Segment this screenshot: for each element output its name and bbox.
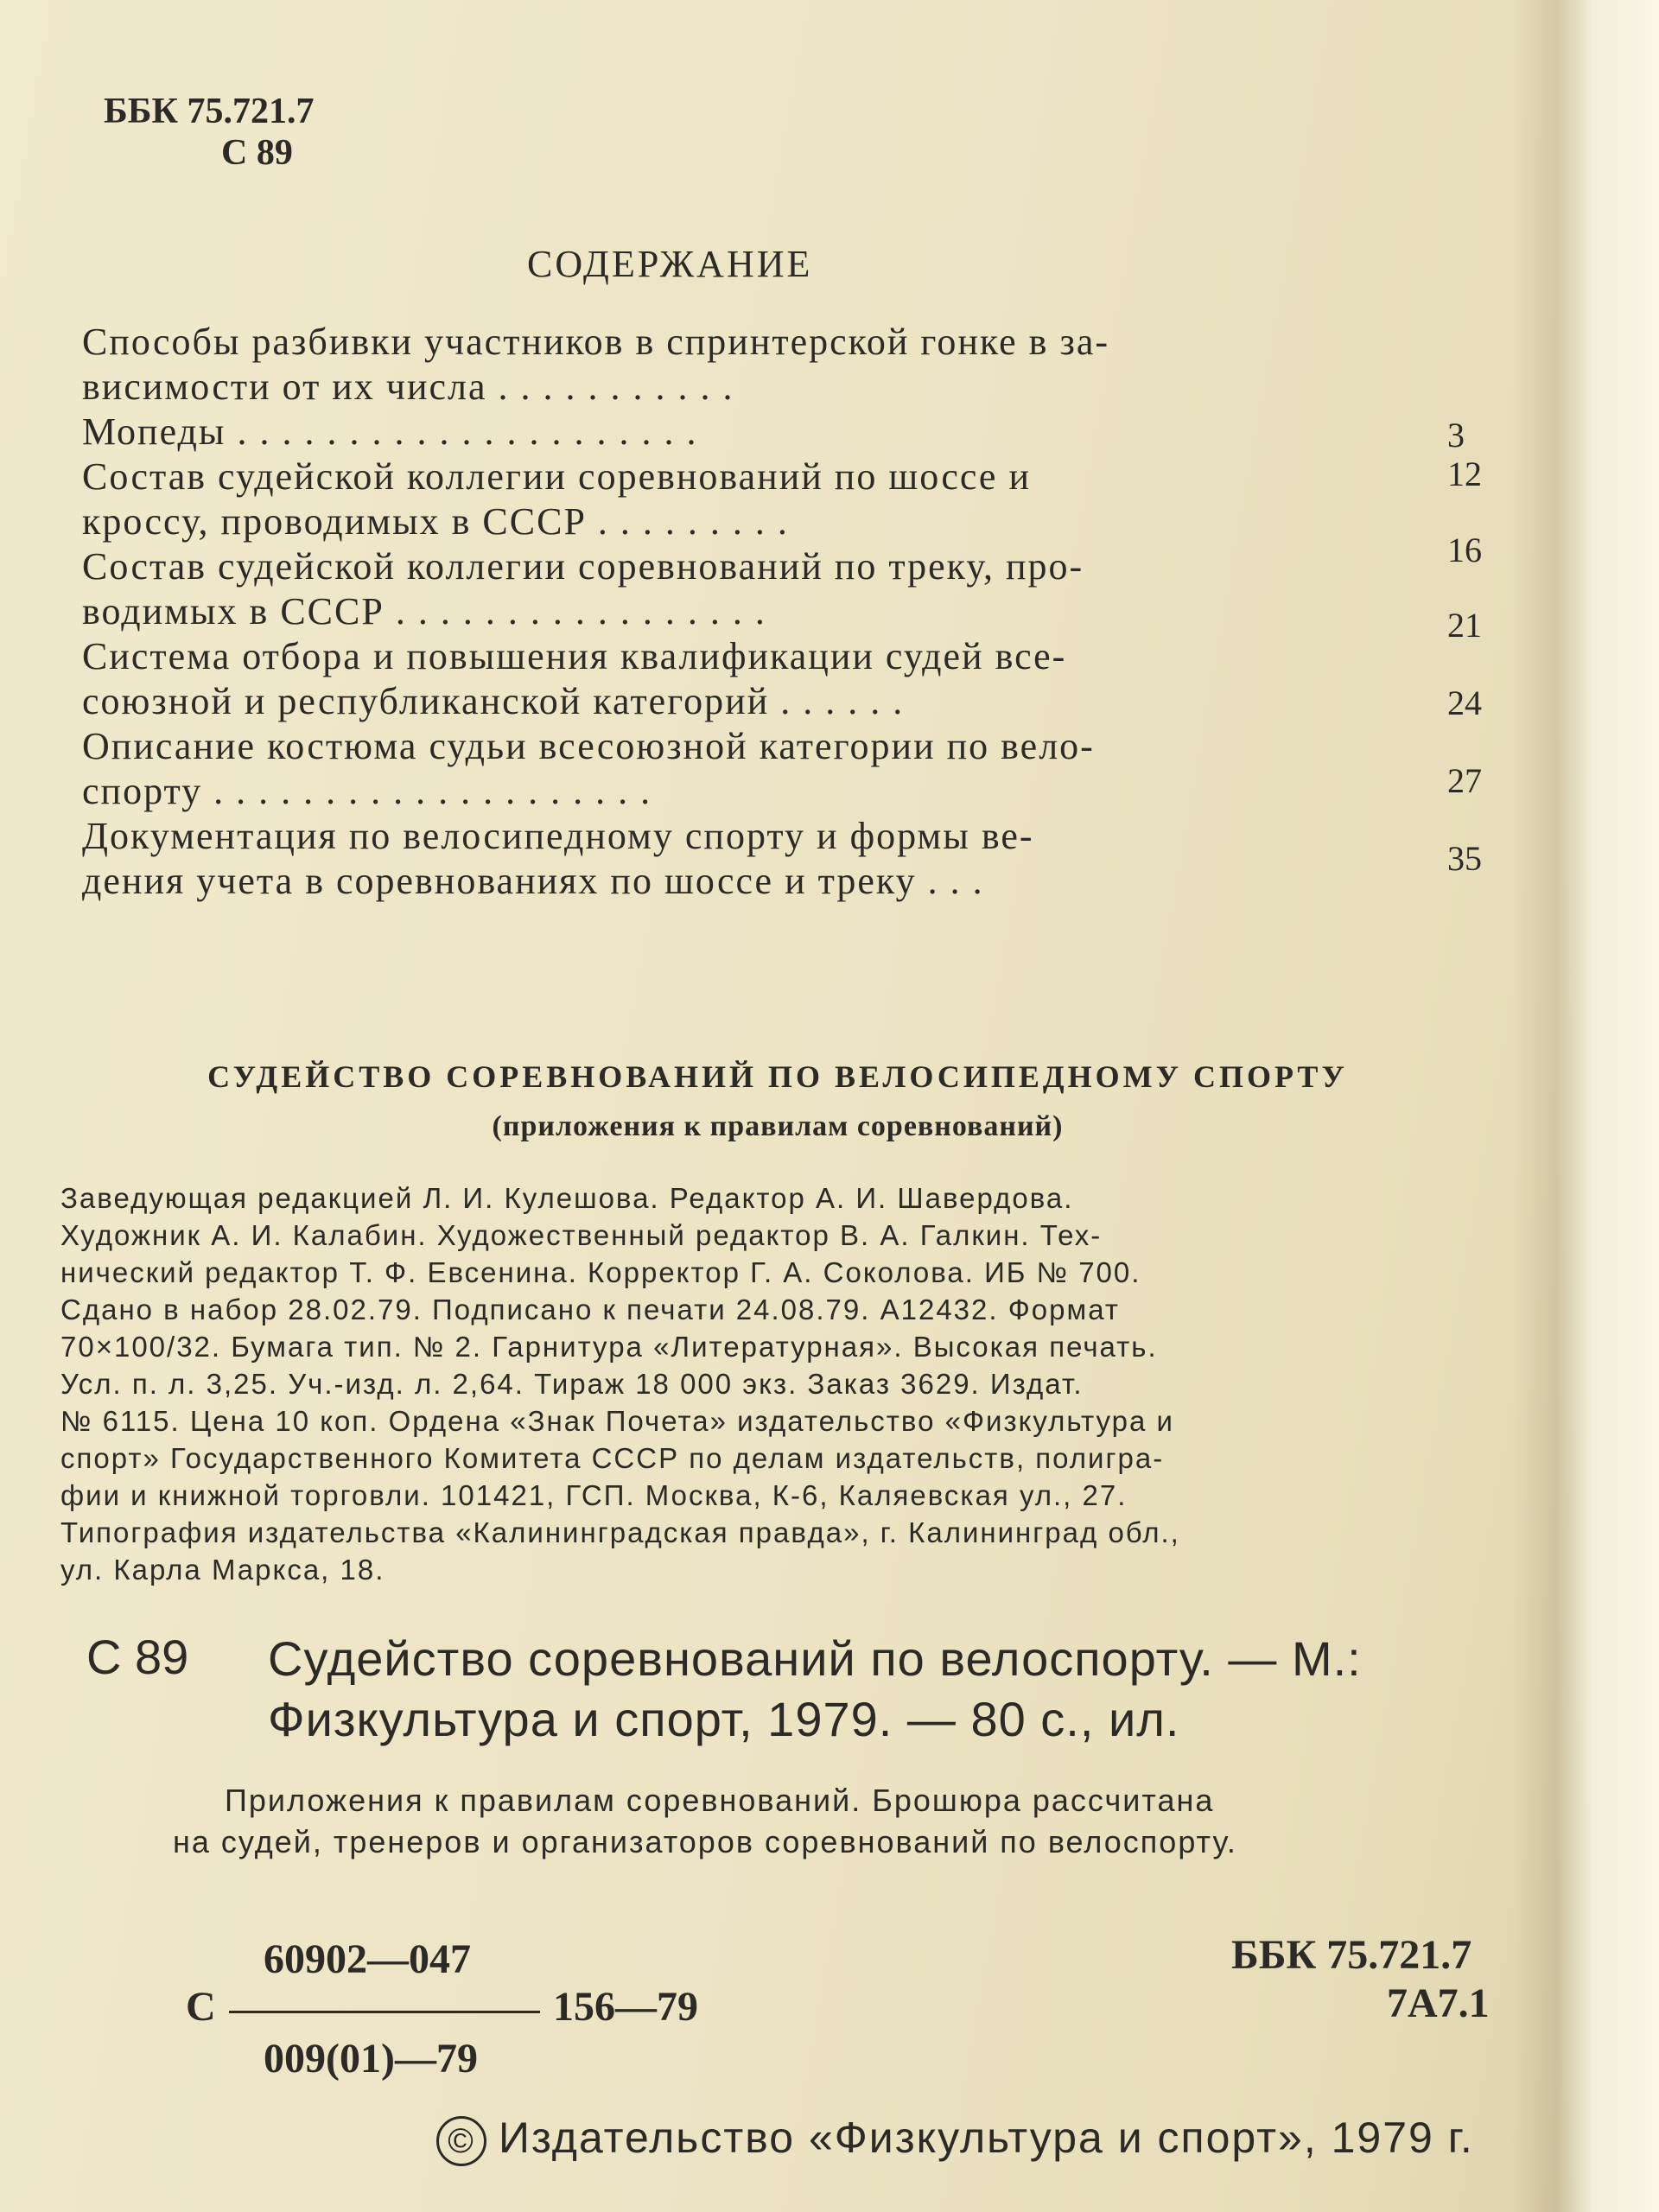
imprint-line: Сдано в набор 28.02.79. Подписано к печати 24.08.79. А12432. Формат	[60, 1294, 1120, 1325]
imprint-line: спорт» Государственного Комитета СССР по делам издательств, полигра-	[60, 1442, 1165, 1474]
toc-line: кроссу, проводимых в СССР . . . . . . . . .	[82, 500, 789, 543]
bbk-bottom	[1231, 1931, 1490, 2028]
toc-page-number: 35	[1447, 839, 1482, 878]
annotation-line: на судей, тренеров и организаторов соревнований по велоспорту.	[173, 1824, 1237, 1859]
toc-page-number: 24	[1447, 683, 1482, 722]
imprint-line: ул. Карла Маркса, 18.	[60, 1554, 385, 1586]
annotation	[173, 1780, 1521, 1863]
toc-page-number: 12	[1447, 454, 1482, 493]
imprint-line: Усл. п. л. 3,25. Уч.-изд. л. 2,64. Тираж 18 000 экз. Заказ 3629. Издат.	[60, 1368, 1084, 1400]
copyright-text: Издательство «Физкультура и спорт», 1979 г.	[499, 2113, 1474, 2162]
bbk-bottom-class: 7А7.1	[1387, 1980, 1490, 2026]
imprint-line: 70×100/32. Бумага тип. № 2. Гарнитура «Литературная». Высокая печать.	[60, 1331, 1158, 1363]
cip-number: 156—79	[553, 1984, 698, 2030]
toc-page-number: 21	[1447, 606, 1482, 645]
toc-line: Состав судейской коллегии соревнований по треку, про-	[82, 545, 1084, 588]
toc-page-number: 27	[1447, 761, 1482, 800]
toc-line: союзной и республиканской категорий . . . . . .	[82, 680, 905, 722]
copyright-icon: ©	[436, 2116, 486, 2166]
annotation-line: Приложения к правилам соревнований. Брошюра рассчитана	[225, 1783, 1215, 1818]
catalog-code: С 89	[86, 1630, 189, 1684]
catalog-line: Физкультура и спорт, 1979. — 80 с., ил.	[268, 1692, 1180, 1746]
copyright-line	[436, 2113, 1474, 2166]
bbk-bottom-index: ББК 75.721.7	[1231, 1932, 1472, 1978]
toc-line: Документация по велосипедному спорту и формы ве-	[82, 815, 1034, 857]
page-edge	[1512, 0, 1659, 2212]
imprint-line: Заведующая редакцией Л. И. Кулешова. Редактор А. И. Шавердова.	[60, 1182, 1074, 1214]
bbk-index: ББК 75.721.7	[104, 92, 315, 131]
series-title: СУДЕЙСТВО СОРЕВНОВАНИЙ ПО ВЕЛОСИПЕДНОМУ СПОРТУ	[207, 1059, 1348, 1094]
toc-line: Мопеды . . . . . . . . . . . . . . . . . . . . .	[82, 410, 698, 453]
cip-letter: С	[186, 1984, 216, 2030]
imprint-line: нический редактор Т. Ф. Евсенина. Корректор Г. А. Соколова. ИБ № 700.	[60, 1256, 1141, 1288]
toc-line: висимости от их числа . . . . . . . . . . .	[82, 365, 734, 408]
toc-page-number: 3	[1447, 416, 1465, 454]
toc-line: Система отбора и повышения квалификации судей все-	[82, 635, 1067, 677]
imprint-line: Художник А. И. Калабин. Художественный редактор В. А. Галкин. Тех-	[60, 1219, 1103, 1251]
imprint-line: фии и книжной торговли. 101421, ГСП. Москва, К-6, Каляевская ул., 27.	[60, 1479, 1128, 1511]
toc-line: дения учета в соревнованиях по шоссе и треку . . .	[82, 860, 984, 902]
toc-line: Состав судейской коллегии соревнований по шоссе и	[82, 455, 1031, 498]
cip-numerator: 60902—047	[264, 1936, 471, 1982]
imprint-line: № 6115. Цена 10 коп. Ордена «Знак Почета» издательство «Физкультура и	[60, 1405, 1174, 1437]
imprint-line: Типография издательства «Калининградская правда», г. Калининград обл.,	[60, 1516, 1180, 1548]
toc-line: Описание костюма судьи всесоюзной категории по вело-	[82, 725, 1095, 767]
catalog-description	[268, 1629, 1512, 1750]
cip-fraction-line	[229, 2011, 540, 2013]
toc-line: спорту . . . . . . . . . . . . . . . . . . . .	[82, 770, 652, 812]
author-code: С 89	[221, 133, 293, 173]
series-subtitle: (приложения к правилам соревнований)	[492, 1110, 1064, 1142]
catalog-line: Судейство соревнований по велоспорту. — М.:	[268, 1631, 1362, 1686]
cip-denominator: 009(01)—79	[264, 2036, 478, 2082]
bbk-header	[104, 91, 315, 174]
imprint-block	[60, 1179, 1495, 1588]
toc-line: Способы разбивки участников в спринтерской гонке в за-	[82, 321, 1110, 363]
toc-title: СОДЕРЖАНИЕ	[527, 243, 813, 285]
toc-line: водимых в СССР . . . . . . . . . . . . . . . . .	[82, 590, 766, 632]
toc-page-number: 16	[1447, 531, 1482, 569]
